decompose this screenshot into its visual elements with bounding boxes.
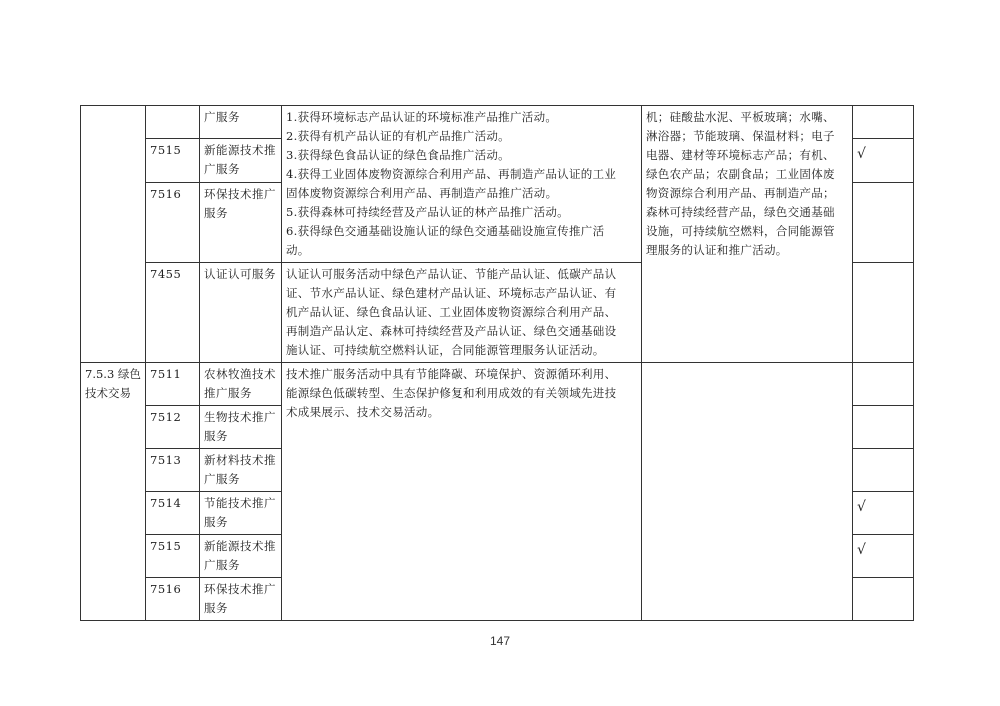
products-line: 物资源综合利用产品、再制造产品； [646,186,835,200]
check-mark [853,106,914,139]
page-number: 147 [489,634,511,648]
description-line: 2.获得有机产品认证的有机产品推广活动。 [286,129,510,143]
industry-code: 7511 [146,363,200,406]
products-cell [642,363,853,621]
products-line: 理服务的认证和推广活动。 [646,243,788,257]
industry-name: 新能源技术推广服务 [200,535,282,578]
products-cell [642,106,853,363]
category-label: 7.5.3 绿色 [85,367,141,381]
industry-code: 7514 [146,492,200,535]
industry-name: 环保技术推广服务 [200,578,282,621]
check-mark [853,578,914,621]
description-line: 5.获得森林可持续经营及产品认证的林产品推广活动。 [286,205,569,219]
check-mark [853,406,914,449]
category-label: 技术交易 [85,386,131,400]
description-line: 施认证、可持续航空燃料认证，合同能源管理服务认证活动。 [286,343,605,357]
industry-code: 7455 [146,263,200,363]
industry-code: 7516 [146,578,200,621]
industry-name: 新能源技术推广服务 [200,138,282,182]
description-line: 再制造产品认定、森林可持续经营及产品认证、绿色交通基础设 [286,324,617,338]
industry-name: 认证认可服务 [200,263,282,363]
description-line: 机产品认证、绿色食品认证、工业固体废物资源综合利用产品、 [286,305,617,319]
industry-code: 7516 [146,182,200,262]
description-line: 术成果展示、技术交易活动。 [286,405,440,419]
industry-code: 7513 [146,449,200,492]
table-row [81,106,914,139]
products-line: 设施，可持续航空燃料，合同能源管 [646,224,835,238]
products-line: 机；硅酸盐水泥、平板玻璃；水嘴、 [646,110,835,124]
description-line: 能源绿色低碳转型、生态保护修复和利用成效的有关领域先进技 [286,386,617,400]
products-line: 淋浴器；节能玻璃、保温材料；电子 [646,129,835,143]
products-line: 电器、建材等环境标志产品；有机、 [646,148,835,162]
products-line: 绿色农产品；农副食品；工业固体废 [646,167,835,181]
category-cell [81,363,146,621]
industry-code: 7512 [146,406,200,449]
industry-name: 环保技术推广服务 [200,182,282,262]
description-line: 6.获得绿色交通基础设施认证的绿色交通基础设施宣传推广活 [286,224,605,238]
category-cell [81,106,146,363]
description-line: 3.获得绿色食品认证的绿色食品推广活动。 [286,148,510,162]
description-line: 固体废物资源综合利用产品、再制造产品推广活动。 [286,186,558,200]
classification-table [80,105,914,621]
industry-name: 节能技术推广服务 [200,492,282,535]
description-line: 1.获得环境标志产品认证的环境标准产品推广活动。 [286,110,558,124]
promotion-description [282,106,642,263]
description-line: 认证认可服务活动中绿色产品认证、节能产品认证、低碳产品认 [286,267,617,281]
industry-code: 7515 [146,138,200,182]
industry-name: 广服务 [200,106,282,139]
description-line: 动。 [286,243,310,257]
industry-code [146,106,200,139]
check-mark: √ [853,492,914,535]
certification-description [282,263,642,363]
description-line: 证、节水产品认证、绿色建材产品认证、环境标志产品认证、有 [286,286,617,300]
check-mark [853,363,914,406]
industry-code: 7515 [146,535,200,578]
description-line: 技术推广服务活动中具有节能降碳、环境保护、资源循环利用、 [286,367,617,381]
industry-name: 农林牧渔技术推广服务 [200,363,282,406]
products-line: 森林可持续经营产品，绿色交通基础 [646,205,835,219]
description-line: 4.获得工业固体废物资源综合利用产品、再制造产品认证的工业 [286,167,617,181]
industry-name: 生物技术推广服务 [200,406,282,449]
check-mark [853,182,914,262]
check-mark: √ [853,138,914,182]
technology-trade-description [282,363,642,621]
check-mark: √ [853,535,914,578]
check-mark [853,263,914,363]
table-row [81,363,914,406]
industry-name: 新材料技术推广服务 [200,449,282,492]
check-mark [853,449,914,492]
